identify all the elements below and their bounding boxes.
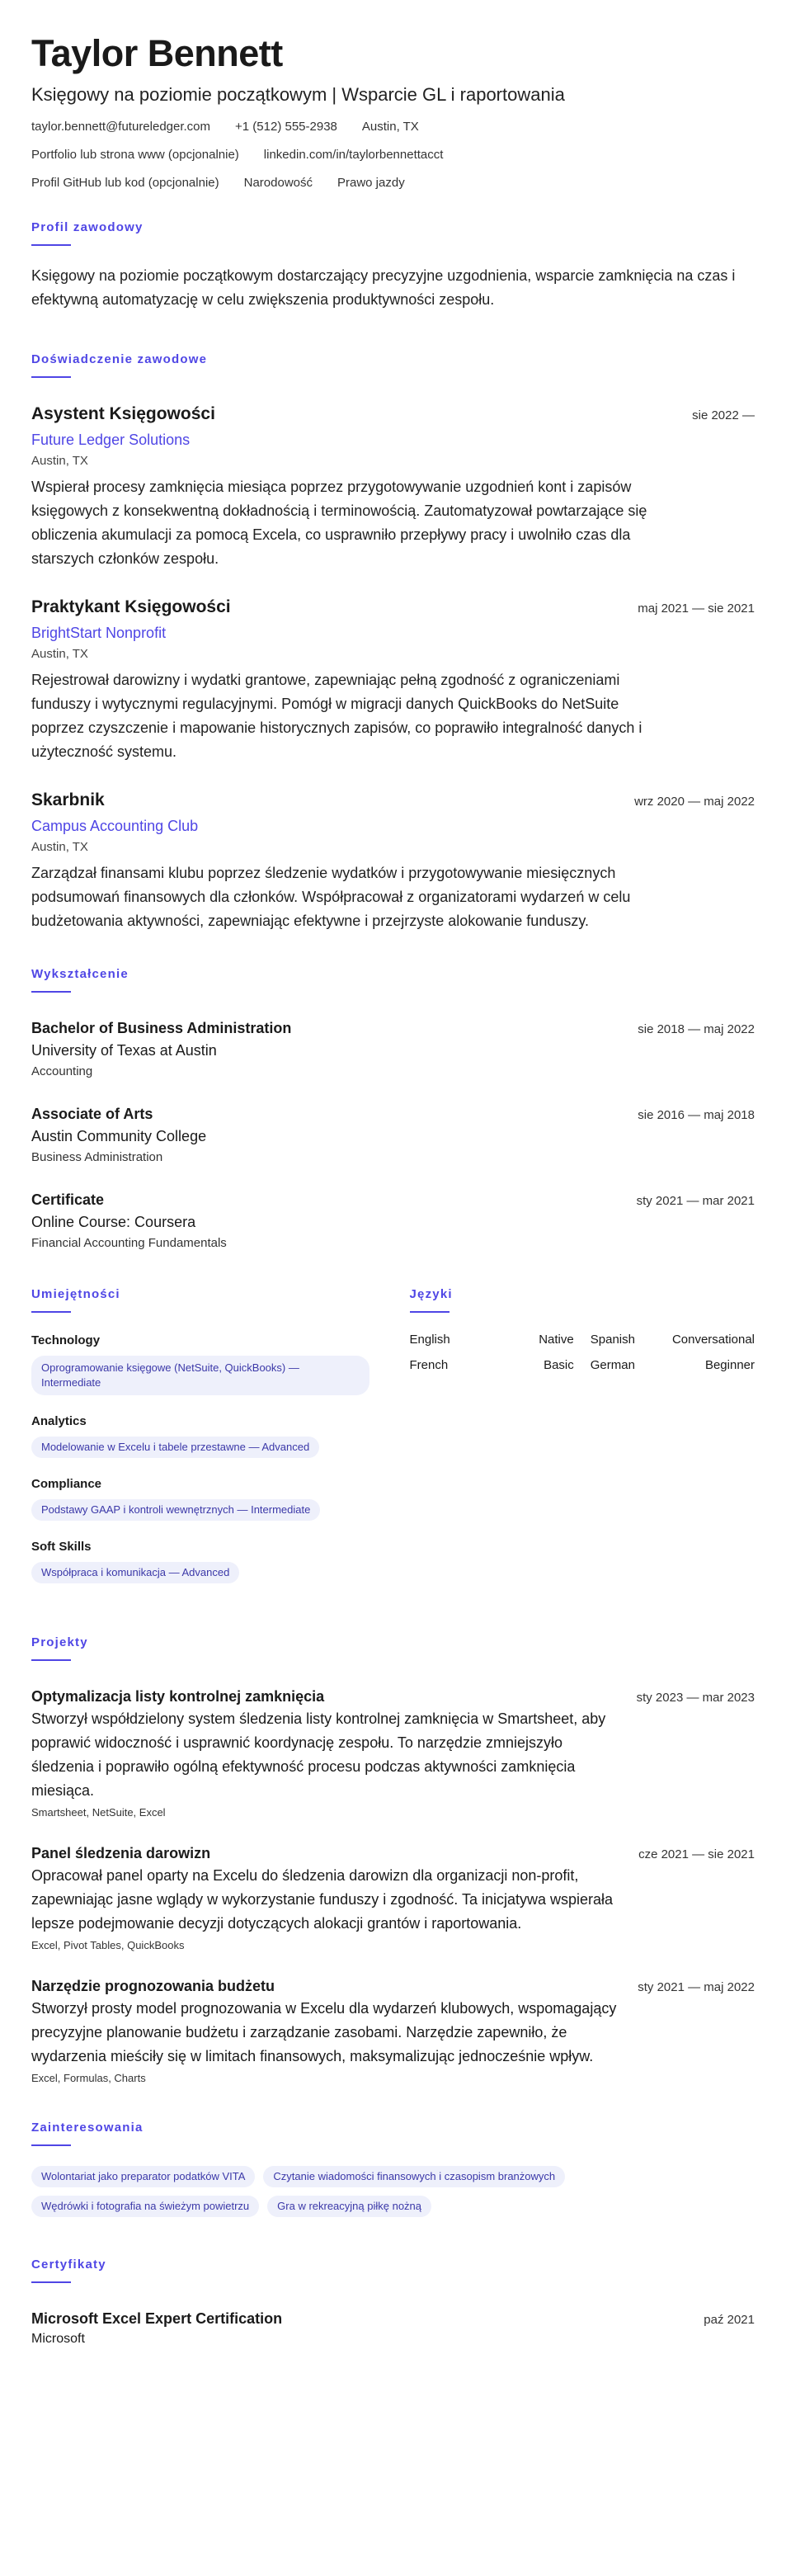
skill-pill: Modelowanie w Excelu i tabele przestawne — Advanced: [31, 1437, 319, 1458]
language-name: Spanish: [590, 1333, 635, 1347]
language-level: Conversational: [671, 1333, 755, 1347]
project-tech: Excel, Pivot Tables, QuickBooks: [31, 1939, 185, 1951]
project-entry: [31, 1686, 755, 1821]
project-title: Panel śledzenia darowizn: [31, 1845, 211, 1861]
certification-header: [31, 2308, 755, 2329]
experience-section: [31, 351, 755, 933]
job-company: Future Ledger Solutions: [31, 432, 191, 448]
certification-date: paź 2021: [704, 2313, 755, 2327]
education-entry: [31, 1189, 755, 1253]
section-title: Profil zawodowy: [31, 220, 144, 234]
skill-pill: Współpraca i komunikacja — Advanced: [31, 1562, 239, 1583]
contact-linkedin[interactable]: linkedin.com/in/taylorbennettacct: [263, 148, 444, 162]
project-date: sty 2021 — maj 2022: [638, 1980, 755, 1994]
education-school: University of Texas at Austin: [31, 1042, 217, 1059]
section-title: Języki: [409, 1287, 453, 1301]
project-tech: Excel, Formulas, Charts: [31, 2072, 146, 2084]
education-field: Financial Accounting Fundamentals: [31, 1236, 227, 1250]
language-level: Native: [539, 1333, 574, 1347]
section-title: Projekty: [31, 1635, 88, 1649]
language-level: Basic: [544, 1358, 574, 1372]
interests-list: [31, 2166, 675, 2217]
language-item: [410, 1333, 574, 1347]
education-degree: Associate of Arts: [31, 1106, 153, 1122]
skills-languages-row: [31, 1286, 755, 1602]
job-title: Praktykant Księgowości: [31, 597, 231, 616]
section-divider: [410, 1311, 449, 1313]
languages-section: [410, 1286, 755, 1602]
education-header: [31, 1189, 755, 1210]
section-divider: [31, 991, 71, 993]
candidate-name: Taylor Bennett: [31, 32, 283, 74]
job-title: Asystent Księgowości: [31, 404, 215, 423]
section-divider: [31, 1311, 71, 1313]
contact-location: Austin, TX: [361, 120, 419, 134]
project-header: [31, 1686, 755, 1707]
skill-group: [31, 1413, 377, 1458]
contact-info: [31, 119, 755, 191]
contact-license: Prawo jazdy: [337, 176, 405, 190]
contact-phone[interactable]: +1 (512) 555-2938: [235, 120, 337, 134]
education-degree: Certificate: [31, 1191, 105, 1208]
education-date: sie 2016 — maj 2018: [638, 1108, 755, 1122]
job-description: Zarządzał finansami klubu poprzez śledzenie wydatków i przygotowywanie miesięcznych podsumowań finansowych dla członków. Współpracował z organizatorami wydarzeń w celu budżetowania aktywności, zapewniając efektywne i przejrzyste alokowanie funduszy.: [31, 865, 631, 929]
certification-issuer: Microsoft: [31, 2332, 85, 2346]
education-date: sty 2021 — mar 2021: [636, 1194, 755, 1208]
skill-pill: Oprogramowanie księgowe (NetSuite, QuickBooks) — Intermediate: [31, 1356, 369, 1395]
summary-section: [31, 219, 755, 312]
education-header: [31, 1103, 755, 1125]
section-divider: [31, 376, 71, 378]
contact-email[interactable]: taylor.bennett@futureledger.com: [31, 120, 211, 134]
section-divider: [31, 2281, 71, 2283]
interests-section: [31, 2120, 755, 2217]
projects-section: [31, 1635, 755, 2087]
job-date: sie 2022 —: [692, 408, 755, 422]
education-school: Austin Community College: [31, 1128, 207, 1144]
project-description: Stworzył prosty model prognozowania w Excelu dla wydarzeń klubowych, wspomagający precyzyjne planowanie budżetu i zarządzanie zasobami. Narzędzie zapewniło, że wydarzenia mieściły się w limitach finansowych, maksymalizując jednocześnie wpływ.: [31, 2000, 617, 2064]
project-description: Stworzył współdzielony system śledzenia listy kontrolnej zamknięcia w Smartsheet, aby poprawić widoczność i usprawnić koordynację zespołu. To narzędzie zmniejszyło śledzenia i poprawiło ogólną efektywność procesu podczas aktywności zamknięcia miesiąca.: [31, 1710, 606, 1799]
section-title: Umiejętności: [31, 1287, 120, 1301]
education-entry: [31, 1103, 755, 1168]
interest-pill: Wędrówki i fotografia na świeżym powietrzu: [31, 2196, 259, 2217]
section-title: Wykształcenie: [31, 967, 129, 981]
job-title: Skarbnik: [31, 790, 105, 809]
education-entry: [31, 1017, 755, 1082]
language-item: [591, 1333, 755, 1347]
education-section: [31, 966, 755, 1253]
job-description: Rejestrował darowizny i wydatki grantowe, zapewniając pełną zgodność z ograniczeniami funduszy i wytycznymi regulacyjnymi. Pomógł w migracji danych QuickBooks do NetSuite poprzez czyszczenie i mapowanie historycznych zapisów, co poprawiło integralność danych i użyteczność systemu.: [31, 672, 642, 760]
contact-nationality: Narodowość: [243, 176, 313, 190]
language-name: German: [590, 1358, 635, 1372]
section-title: Certyfikaty: [31, 2258, 106, 2272]
language-item: [410, 1358, 574, 1372]
contact-portfolio[interactable]: Portfolio lub strona www (opcjonalnie): [31, 148, 239, 162]
job-entry: [31, 596, 755, 764]
job-company: Campus Accounting Club: [31, 818, 199, 834]
skill-group-title: Analytics: [31, 1414, 87, 1428]
candidate-headline: Księgowy na poziomie początkowym | Wsparcie GL i raportowania: [31, 84, 565, 105]
job-location: Austin, TX: [31, 840, 88, 854]
contact-row: [31, 147, 755, 163]
interest-pill: Gra w rekreacyjną piłkę nożną: [267, 2196, 431, 2217]
skill-group-title: Compliance: [31, 1477, 102, 1491]
job-header: [31, 789, 755, 812]
project-entry: [31, 1975, 755, 2087]
project-entry: [31, 1842, 755, 1954]
project-description: Opracował panel oparty na Excelu do śledzenia darowizn dla organizacji non-profit, zapewniając jasne wglądy w wykorzystanie funduszy i zgodność. Ta inicjatywa wspierała lepsze podejmowanie decyzji dotyczących alokacji grantów i raportowania.: [31, 1867, 614, 1932]
education-field: Business Administration: [31, 1150, 163, 1164]
section-title: Doświadczenie zawodowe: [31, 352, 208, 366]
education-header: [31, 1017, 755, 1039]
job-header: [31, 403, 755, 426]
project-header: [31, 1975, 755, 1997]
job-entry: [31, 403, 755, 571]
skill-group: [31, 1476, 377, 1521]
certification-entry: [31, 2308, 755, 2349]
section-divider: [31, 244, 71, 246]
project-title: Optymalizacja listy kontrolnej zamknięcia: [31, 1688, 325, 1705]
contact-row: [31, 119, 755, 135]
job-location: Austin, TX: [31, 454, 88, 468]
language-name: French: [409, 1358, 449, 1372]
education-date: sie 2018 — maj 2022: [638, 1022, 755, 1036]
summary-text: Księgowy na poziomie początkowym dostarczający precyzyjne uzgodnienia, wsparcie zamknięcia na czas i efektywną automatyzację w celu zwiększenia produktywności zespołu.: [31, 267, 736, 308]
project-tech: Smartsheet, NetSuite, Excel: [31, 1806, 166, 1819]
skill-group: [31, 1333, 377, 1395]
contact-row: [31, 175, 755, 191]
certifications-section: [31, 2257, 755, 2349]
job-location: Austin, TX: [31, 647, 88, 661]
section-divider: [31, 2144, 71, 2146]
skill-pill: Podstawy GAAP i kontroli wewnętrznych — Intermediate: [31, 1499, 320, 1521]
education-degree: Bachelor of Business Administration: [31, 1020, 292, 1036]
job-entry: [31, 789, 755, 933]
skill-group: [31, 1539, 377, 1583]
project-date: sty 2023 — mar 2023: [636, 1691, 755, 1705]
resume-header: [31, 31, 755, 191]
skills-section: [31, 1286, 377, 1602]
contact-github[interactable]: Profil GitHub lub kod (opcjonalnie): [31, 176, 219, 190]
education-field: Accounting: [31, 1064, 93, 1078]
interest-pill: Czytanie wiadomości finansowych i czasopism branżowych: [263, 2166, 565, 2187]
languages-grid: [410, 1333, 755, 1372]
education-school: Online Course: Coursera: [31, 1214, 196, 1230]
section-divider: [31, 1659, 71, 1661]
certification-name: Microsoft Excel Expert Certification: [31, 2310, 283, 2327]
language-level: Beginner: [704, 1358, 755, 1372]
skill-group-title: Soft Skills: [31, 1540, 92, 1554]
project-date: cze 2021 — sie 2021: [638, 1847, 755, 1861]
project-header: [31, 1842, 755, 1864]
interest-pill: Wolontariat jako preparator podatków VITA: [31, 2166, 255, 2187]
project-title: Narzędzie prognozowania budżetu: [31, 1978, 275, 1994]
skill-group-title: Technology: [31, 1333, 101, 1347]
job-header: [31, 596, 755, 619]
job-company: BrightStart Nonprofit: [31, 625, 167, 641]
job-date: wrz 2020 — maj 2022: [634, 795, 755, 809]
language-item: [591, 1358, 755, 1372]
job-date: maj 2021 — sie 2021: [638, 602, 755, 616]
job-description: Wspierał procesy zamknięcia miesiąca poprzez przygotowywanie uzgodnień kont i zapisów księgowych z konsekwentną dokładnością i terminowością. Zautomatyzował powtarzające się obliczenia akumulacji za pomocą Excela, co usprawniło przepływy pracy i uwolniło czas dla starszych członków zespołu.: [31, 479, 647, 567]
language-name: English: [409, 1333, 450, 1347]
section-title: Zainteresowania: [31, 2121, 144, 2135]
